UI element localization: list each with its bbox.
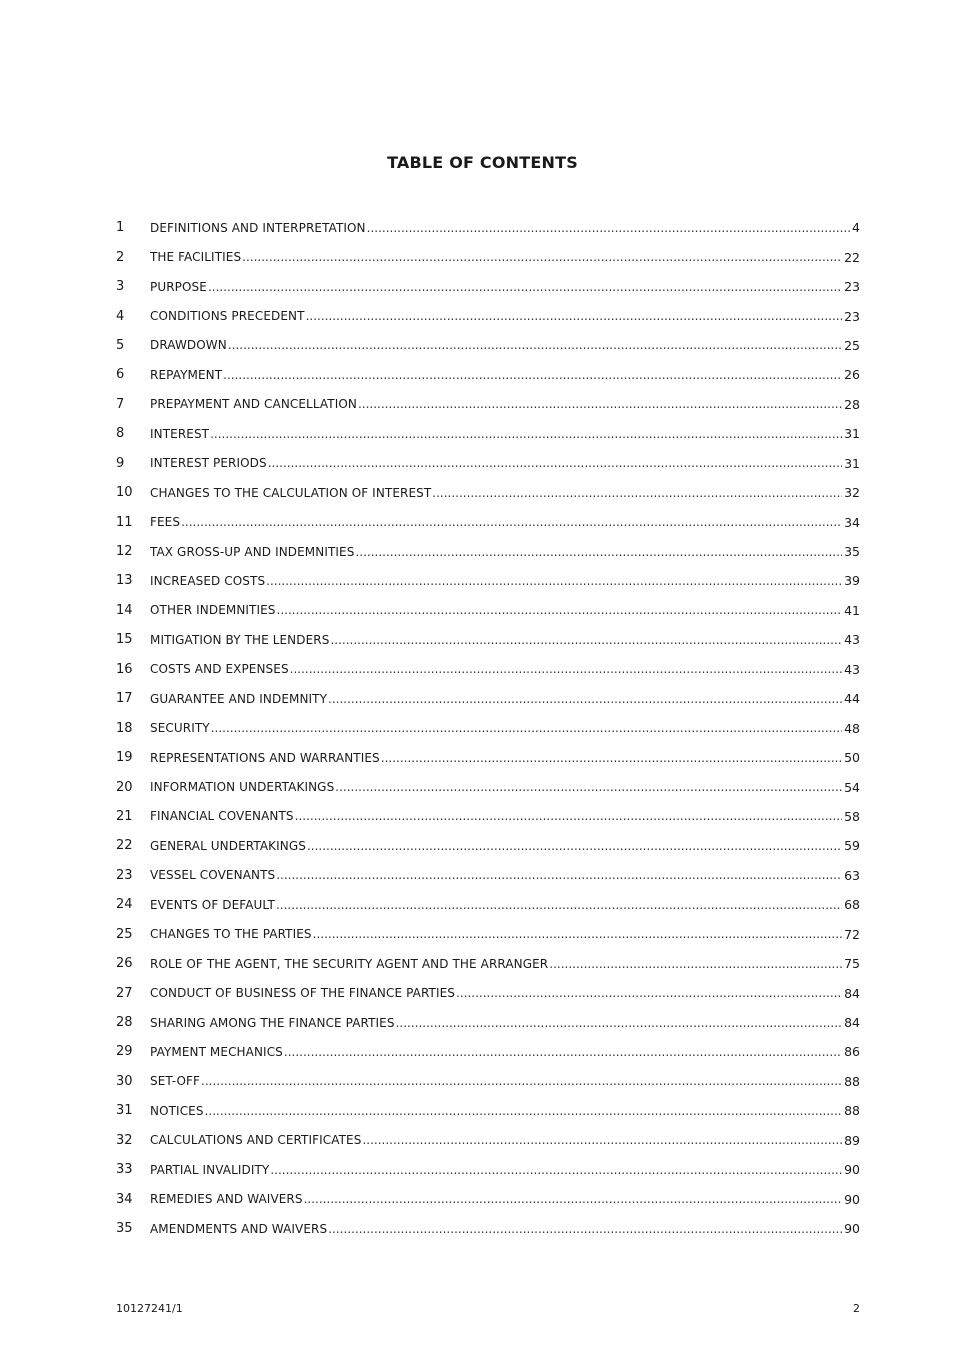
toc-entry-page: 84 [844,985,860,1001]
toc-entry-page: 34 [844,514,860,530]
toc-entry-title: DEFINITIONS AND INTERPRETATION [150,220,366,235]
toc-entry-title-wrap [150,721,844,735]
toc-entry[interactable] [116,890,860,919]
toc-entry-page: 23 [844,308,860,324]
toc-entry-number: 12 [116,544,133,560]
toc-entry-title: FEES [150,515,181,530]
toc-entry-page: 54 [844,779,860,795]
toc-entry-title: MITIGATION BY THE LENDERS [150,632,330,647]
dot-leader [201,1074,842,1088]
toc-entry-title: DRAWDOWN [150,338,227,353]
toc-entry-number: 14 [116,602,133,618]
table-of-contents [116,213,860,1243]
dot-leader [276,898,842,912]
toc-entry-page: 23 [844,279,860,295]
toc-entry-page: 31 [844,455,860,471]
toc-entry-title-wrap [150,250,844,264]
toc-entry-title: GUARANTEE AND INDEMNITY [150,691,328,706]
toc-entry-title: CONDITIONS PRECEDENT [150,309,305,324]
toc-entry-number: 11 [116,514,133,530]
toc-entry-page: 86 [844,1044,860,1060]
toc-entry-page: 72 [844,926,860,942]
toc-entry-title-wrap [150,1074,844,1088]
dot-leader [277,603,843,617]
toc-entry-page: 4 [852,220,860,236]
toc-entry-number: 8 [116,426,125,442]
toc-entry-title: INCREASED COSTS [150,573,266,588]
toc-entry-title: CHANGES TO THE CALCULATION OF INTEREST [150,485,432,500]
toc-entry-title-wrap [150,1133,844,1147]
toc-entry-title-wrap [150,221,852,235]
dot-leader [181,515,842,529]
toc-entry-title-wrap [150,486,844,500]
toc-entry-title: PARTIAL INVALIDITY [150,1162,270,1177]
toc-entry-title-wrap [150,957,844,971]
dot-leader [367,221,850,235]
dot-leader [396,1016,843,1030]
toc-entry-number: 18 [116,720,133,736]
toc-entry-title-wrap [150,1192,844,1206]
dot-leader [228,338,842,352]
toc-entry-page: 89 [844,1132,860,1148]
toc-entry-title-wrap [150,1222,844,1236]
toc-entry[interactable] [116,1067,860,1096]
toc-entry-page: 35 [844,544,860,560]
toc-entry-number: 10 [116,485,133,501]
toc-entry-title-wrap [150,868,844,882]
toc-entry-number: 35 [116,1221,133,1237]
toc-entry[interactable] [116,978,860,1007]
toc-entry-title-wrap [150,456,844,470]
toc-entry[interactable] [116,478,860,507]
toc-entry-number: 16 [116,661,133,677]
toc-entry-page: 39 [844,573,860,589]
toc-entry[interactable] [116,213,860,242]
toc-entry-title-wrap [150,986,844,1000]
toc-entry-number: 2 [116,249,125,265]
toc-entry-page: 58 [844,808,860,824]
toc-entry[interactable] [116,360,860,389]
toc-entry-title: INTEREST PERIODS [150,456,267,471]
toc-entry-page: 44 [844,691,860,707]
page-title: TABLE OF CONTENTS [387,153,578,172]
toc-entry-number: 25 [116,926,133,942]
toc-entry[interactable] [116,537,860,566]
toc-entry[interactable] [116,301,860,330]
toc-entry[interactable] [116,272,860,301]
toc-entry-page: 48 [844,720,860,736]
toc-entry-page: 43 [844,632,860,648]
toc-entry-title-wrap [150,574,844,588]
dot-leader [205,1104,843,1118]
toc-entry-title-wrap [150,751,844,765]
toc-entry-page: 43 [844,661,860,677]
toc-entry-title-wrap [150,1104,844,1118]
toc-entry[interactable] [116,684,860,713]
toc-entry-title-wrap [150,809,844,823]
toc-entry-title-wrap [150,309,844,323]
toc-entry[interactable] [116,331,860,360]
toc-entry-title: PURPOSE [150,279,207,294]
toc-entry-title: CALCULATIONS AND CERTIFICATES [150,1133,362,1148]
dot-leader [304,1192,843,1206]
dot-leader [270,1163,842,1177]
dot-leader [328,1222,842,1236]
toc-entry-title: OTHER INDEMNITIES [150,603,276,618]
toc-entry[interactable] [116,1184,860,1213]
toc-entry-title: REPAYMENT [150,367,223,382]
dot-leader [295,809,842,823]
toc-entry-title: REPRESENTATIONS AND WARRANTIES [150,750,380,765]
dot-leader [223,368,842,382]
toc-entry[interactable] [116,566,860,595]
page-number: 2 [853,1302,860,1315]
toc-entry[interactable] [116,507,860,536]
dot-leader [284,1045,842,1059]
toc-entry-number: 20 [116,779,133,795]
toc-entry[interactable] [116,920,860,949]
toc-entry-title-wrap [150,633,844,647]
toc-entry[interactable] [116,772,860,801]
toc-entry-page: 22 [844,249,860,265]
toc-entry-title-wrap [150,1045,844,1059]
toc-entry[interactable] [116,625,860,654]
dot-leader [362,1133,842,1147]
toc-entry-number: 1 [116,220,125,236]
toc-entry-title: NOTICES [150,1103,204,1118]
dot-leader [266,574,842,588]
toc-entry-number: 22 [116,838,133,854]
toc-entry-number: 31 [116,1103,133,1119]
toc-entry-title-wrap [150,780,844,794]
toc-entry[interactable] [116,1126,860,1155]
dot-leader [306,309,843,323]
dot-leader [276,868,842,882]
toc-entry-page: 32 [844,485,860,501]
dot-leader [432,486,842,500]
toc-entry-title-wrap [150,338,844,352]
toc-entry-title-wrap [150,839,844,853]
toc-entry[interactable] [116,1155,860,1184]
toc-entry-number: 6 [116,367,125,383]
toc-entry-number: 21 [116,808,133,824]
toc-entry-page: 75 [844,956,860,972]
toc-entry-title-wrap [150,692,844,706]
toc-entry[interactable] [116,419,860,448]
dot-leader [268,456,842,470]
toc-entry-title: AMENDMENTS AND WAIVERS [150,1221,328,1236]
toc-entry-page: 90 [844,1191,860,1207]
dot-leader [328,692,842,706]
toc-entry-number: 30 [116,1073,133,1089]
toc-entry-page: 31 [844,426,860,442]
toc-entry-number: 4 [116,308,125,324]
toc-entry-title-wrap [150,545,844,559]
toc-entry-number: 5 [116,337,125,353]
toc-entry-number: 27 [116,985,133,1001]
toc-entry-title: REMEDIES AND WAIVERS [150,1192,303,1207]
toc-entry-title: ROLE OF THE AGENT, THE SECURITY AGENT AND THE ARRANGER [150,956,549,971]
toc-entry-number: 24 [116,897,133,913]
toc-entry-title: VESSEL COVENANTS [150,868,276,883]
toc-entry-title: COSTS AND EXPENSES [150,662,289,677]
toc-entry-title-wrap [150,427,844,441]
toc-entry[interactable] [116,713,860,742]
toc-entry-title-wrap [150,1016,844,1030]
toc-entry[interactable] [116,949,860,978]
toc-entry-number: 3 [116,279,125,295]
toc-entry-title: SECURITY [150,721,210,736]
toc-entry-page: 28 [844,396,860,412]
toc-entry-title-wrap [150,1163,844,1177]
toc-entry-title-wrap [150,368,844,382]
toc-entry-page: 88 [844,1103,860,1119]
toc-entry-number: 17 [116,691,133,707]
toc-entry-title-wrap [150,898,844,912]
toc-entry-title: CHANGES TO THE PARTIES [150,927,312,942]
toc-entry-title: FINANCIAL COVENANTS [150,809,294,824]
toc-entry-number: 26 [116,956,133,972]
toc-entry-number: 28 [116,1015,133,1031]
dot-leader [290,662,842,676]
toc-entry-title: GENERAL UNDERTAKINGS [150,838,306,853]
dot-leader [313,927,842,941]
toc-entry[interactable] [116,390,860,419]
toc-entry-page: 68 [844,897,860,913]
toc-entry-page: 26 [844,367,860,383]
toc-entry[interactable] [116,1008,860,1037]
toc-entry-number: 23 [116,867,133,883]
toc-entry-page: 90 [844,1221,860,1237]
toc-entry-page: 41 [844,602,860,618]
dot-leader [358,397,842,411]
toc-entry-title-wrap [150,397,844,411]
toc-entry[interactable] [116,1214,860,1243]
toc-entry-title: PREPAYMENT AND CANCELLATION [150,397,357,412]
toc-entry-number: 29 [116,1044,133,1060]
toc-entry-page: 25 [844,337,860,353]
toc-entry[interactable] [116,831,860,860]
toc-entry-title-wrap [150,280,844,294]
toc-entry[interactable] [116,596,860,625]
dot-leader [456,986,842,1000]
toc-entry-page: 84 [844,1015,860,1031]
dot-leader [211,721,842,735]
toc-entry-number: 19 [116,750,133,766]
toc-entry[interactable] [116,242,860,271]
toc-entry-number: 9 [116,455,125,471]
toc-entry-title: CONDUCT OF BUSINESS OF THE FINANCE PARTIES [150,986,455,1001]
dot-leader [381,751,842,765]
dot-leader [307,839,842,853]
toc-entry-title: INTEREST [150,426,210,441]
toc-entry-title-wrap [150,662,844,676]
toc-entry-page: 59 [844,838,860,854]
toc-entry-page: 63 [844,867,860,883]
toc-entry-title: PAYMENT MECHANICS [150,1044,283,1059]
toc-entry[interactable] [116,861,860,890]
toc-entry-title-wrap [150,603,844,617]
toc-entry-title-wrap [150,515,844,529]
toc-entry[interactable] [116,655,860,684]
dot-leader [355,545,842,559]
toc-entry[interactable] [116,1037,860,1066]
toc-entry-number: 34 [116,1191,133,1207]
toc-entry-title: THE FACILITIES [150,250,242,265]
toc-entry[interactable] [116,1096,860,1125]
dot-leader [208,280,842,294]
toc-entry[interactable] [116,449,860,478]
toc-entry-number: 7 [116,396,125,412]
toc-entry-number: 15 [116,632,133,648]
toc-entry-title: SET-OFF [150,1074,201,1089]
toc-entry-page: 90 [844,1162,860,1178]
toc-entry-title: TAX GROSS-UP AND INDEMNITIES [150,544,355,559]
toc-entry-page: 88 [844,1073,860,1089]
toc-entry-title: SHARING AMONG THE FINANCE PARTIES [150,1015,395,1030]
toc-entry[interactable] [116,743,860,772]
dot-leader [330,633,842,647]
dot-leader [210,427,842,441]
toc-entry-number: 13 [116,573,133,589]
document-reference: 10127241/1 [116,1302,183,1315]
dot-leader [549,957,842,971]
dot-leader [335,780,842,794]
toc-entry-number: 33 [116,1162,133,1178]
toc-entry-title: INFORMATION UNDERTAKINGS [150,780,335,795]
toc-entry-title-wrap [150,927,844,941]
toc-entry-number: 32 [116,1132,133,1148]
toc-entry[interactable] [116,802,860,831]
dot-leader [242,250,842,264]
toc-entry-page: 50 [844,750,860,766]
toc-entry-title: EVENTS OF DEFAULT [150,897,275,912]
